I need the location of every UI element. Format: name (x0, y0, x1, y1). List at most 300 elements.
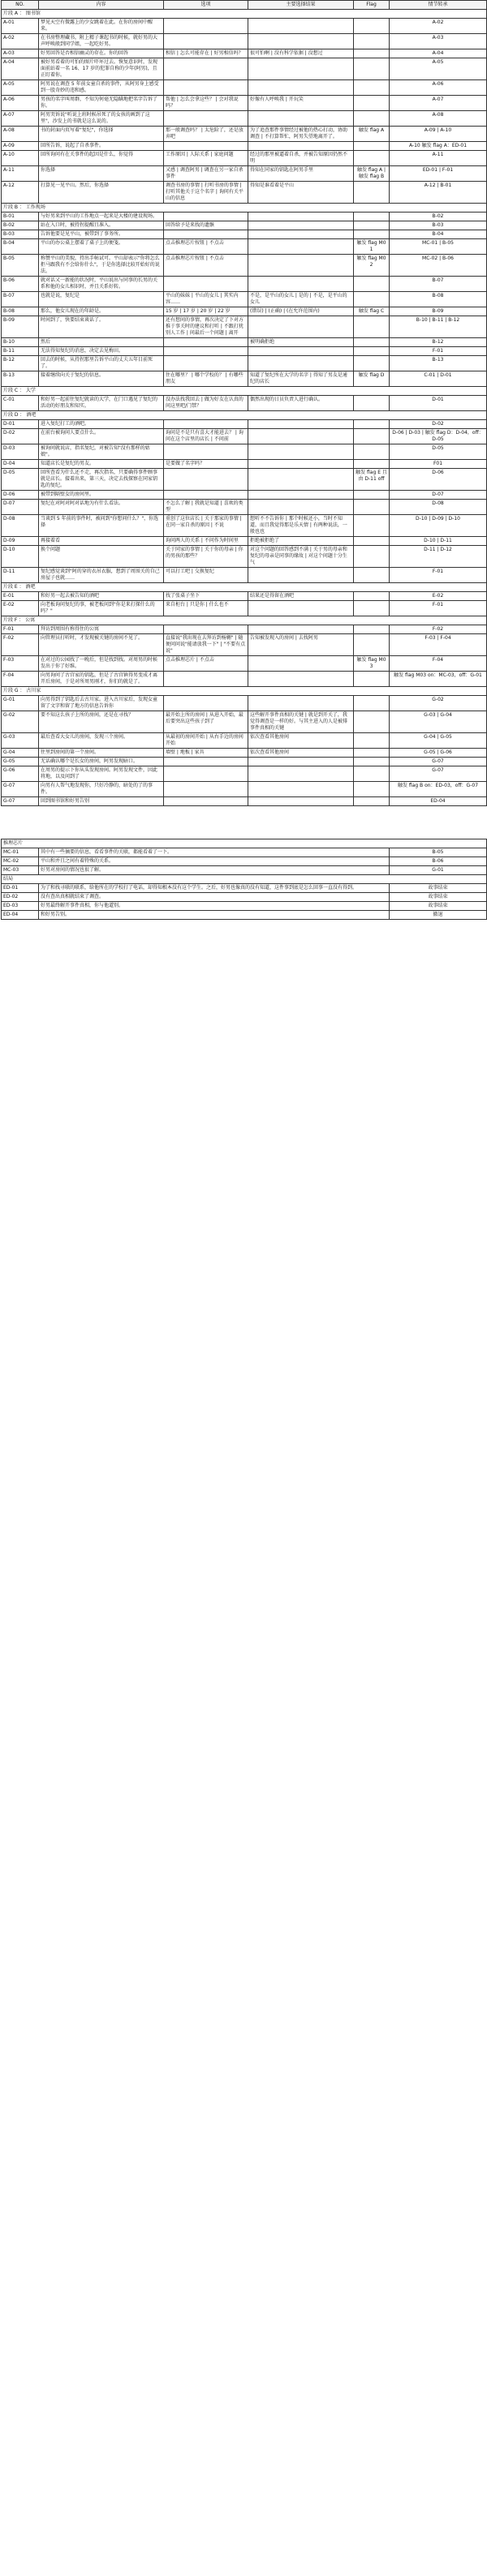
row-content: 被好男看着的可怕的图片吓坏过去。恢复意识时，发现面前站着一名 16、17 岁的犯罪自称的少年(阿男)，且正盯着你。 (39, 58, 164, 80)
table-row (2, 711, 487, 733)
row-options (164, 277, 248, 292)
table-row (2, 500, 487, 515)
row-no: A-08 (2, 127, 39, 142)
row-flag: 触发 flag M03 (354, 656, 390, 672)
row-result (248, 277, 354, 292)
row-result (248, 230, 354, 239)
table-row (2, 307, 487, 316)
row-content: 回所询问有在关事件的起因是什么，你觉得 (39, 151, 164, 166)
row-transition: D-06 (390, 469, 487, 491)
row-result (248, 672, 354, 687)
row-options (164, 142, 248, 151)
row-content: 在周男的提示下你从头发现房间。阿男发现文件，因此将地，以及问到了 (39, 766, 164, 782)
row-no: G-06 (2, 766, 39, 782)
table-row (2, 347, 487, 356)
section-header-row (2, 204, 487, 213)
row-options: 关于同家的事情 | 关于你的母亲 | 你的男孩的那些？ (164, 546, 248, 568)
row-flag: 触发 flag M01 (354, 239, 390, 255)
table-row (2, 255, 487, 277)
header-result: 主要选择结果 (248, 1, 354, 10)
section-header-row (2, 839, 487, 848)
row-result (248, 491, 354, 500)
row-content: 好男最终解开事件真相，你与他道别。 (39, 902, 390, 911)
row-result (248, 239, 354, 255)
row-options (164, 58, 248, 80)
table-row (2, 277, 487, 292)
row-options: 相信 | 怎么可能存在 | 好男相信吗？ (164, 49, 248, 58)
section-title: 片段 F ： 公寓 (2, 616, 487, 625)
table-row (2, 96, 487, 111)
table-row (2, 19, 487, 34)
row-content: 回到图书馆和好男告别 (39, 797, 164, 806)
row-transition: G-04 | G-05 (390, 733, 487, 749)
table-row (2, 151, 487, 166)
row-options (164, 420, 248, 429)
row-no: E-02 (2, 601, 39, 616)
table-row (2, 230, 487, 239)
row-content: 无法得知复纪的消息，决定去见梅田。 (39, 347, 164, 356)
plot-branch-table (1, 0, 487, 806)
row-flag (354, 537, 390, 546)
table-row (2, 142, 487, 151)
row-no: E-01 (2, 592, 39, 601)
row-content: 没有查出真相就结束了调查。 (39, 893, 390, 902)
row-content: 往里到房间的第一个房间。 (39, 749, 164, 758)
row-options: 点击推理芯片 | 不点击 (164, 656, 248, 672)
section-header-row (2, 411, 487, 420)
row-result: 想听不不告诉你 | 那个时候还小，当时不知道，而且我觉得那是乐天情 | 有两种说法，一般也也 (248, 515, 354, 537)
row-options: 点击推理芯片按钮 | 不点击 (164, 239, 248, 255)
row-content: 其中有一些摘要的信息，看看事件的关联，都能看着了一下。 (39, 848, 390, 857)
row-no: B-12 (2, 356, 39, 371)
row-result (248, 568, 354, 583)
row-content: 梦见天空有微露上的少女跳着在此。在你的房间中醒来。 (39, 19, 164, 34)
row-flag (354, 749, 390, 758)
table-row (2, 213, 487, 221)
row-no: D-03 (2, 444, 39, 460)
table-row (2, 797, 487, 806)
table-row (2, 34, 487, 49)
row-options (164, 625, 248, 634)
row-content: 回所查看为什么还不走，再次指名，只要确得事件顾事就是店长。接着出来，第三天，决定去找探察在同家钥匙的复纪。 (39, 469, 164, 491)
row-content: 向男有人帮气地发现你，只好冷静的，暗处的了的事件。 (39, 782, 164, 797)
table-row (2, 884, 487, 893)
row-flag (354, 316, 390, 338)
row-flag (354, 766, 390, 782)
row-content: 和好男告别。 (39, 911, 390, 920)
row-transition: A-05 (390, 58, 487, 80)
row-flag (354, 80, 390, 96)
row-flag (354, 546, 390, 568)
row-result: 对这个问题的回答感到不满 | 关于男的母亲和复纪的母亲是同事的缘故 | 对这个问题十分生气 (248, 546, 354, 568)
row-no: A-06 (2, 96, 39, 111)
row-result (248, 356, 354, 371)
row-result: 得知在同家的钥匙在阿男手里 (248, 166, 354, 182)
row-options: 平山的妹妹 | 平山的女儿 | 其实内容…… (164, 292, 248, 307)
table-row (2, 221, 487, 230)
row-content: 与好男来到平山的工作地点一起来是大楼的建设现场。 (39, 213, 164, 221)
header-options: 选项 (164, 1, 248, 10)
row-transition: D-10 | D-09 | D-10 (390, 515, 487, 537)
row-content: 回去的时候，从持拐那里告诉平山的丈夫五年目前死了。 (39, 356, 164, 371)
table-row (2, 546, 487, 568)
row-content: 平山的办公桌上摆着了桌子上的便笺。 (39, 239, 164, 255)
row-ending-type: 故事结束 (390, 902, 487, 911)
row-flag (354, 182, 390, 204)
row-options: 还有想问的事情，再次决定了下对方推于事关时的建议和打听 | 不跟打扰别人工作 | 问最后一个问题 | 离开 (164, 316, 248, 338)
row-transition: A-03 (390, 34, 487, 49)
row-result (248, 429, 354, 444)
row-result: 告知被发现入的房间 | 去找阿男 (248, 634, 354, 656)
table-row (2, 515, 487, 537)
section-header-row (2, 387, 487, 396)
row-no: ED-02 (2, 893, 39, 902)
row-transition: A-11 (390, 151, 487, 166)
row-transition: A-08 (390, 111, 487, 127)
row-content: 那么，他女儿现在的年龄是。 (39, 307, 164, 316)
row-transition: 触发 flag M03 on：MC-03，off：G-01 (390, 672, 487, 687)
row-options: 是要做了名字吗？ (164, 460, 248, 469)
row-result: 很可怕啊 | 没有科学依据 | 没想过 (248, 49, 354, 58)
row-no: B-03 (2, 230, 39, 239)
row-content: 你选择 (39, 166, 164, 182)
row-transition: D-08 (390, 500, 487, 515)
row-content: 告诉他要是见平山，被带到了事务所。 (39, 230, 164, 239)
row-no: G-01 (2, 696, 39, 711)
row-no: ED-01 (2, 884, 39, 893)
table-row (2, 396, 487, 411)
header-content: 内容 (39, 1, 164, 10)
row-transition: ED-01 | F-01 (390, 166, 487, 182)
table-row (2, 672, 487, 687)
row-content: 然后 (39, 338, 164, 347)
row-transition: F-01 (390, 601, 487, 616)
row-result (248, 316, 354, 338)
header-flag: Flag (354, 1, 390, 10)
row-content: 拜访到周围有称得住的公寓 (39, 625, 164, 634)
row-flag (354, 34, 390, 49)
row-options (164, 213, 248, 221)
row-no: B-09 (2, 316, 39, 338)
row-transition: G-07 (390, 758, 487, 766)
row-transition: B-09 (390, 307, 487, 316)
row-ending-type: 故事结束 (390, 893, 487, 902)
row-result: 偶然出现的日员负责人进行确认。 (248, 396, 354, 411)
row-transition: B-04 (390, 230, 487, 239)
table-row (2, 166, 487, 182)
row-content: 也就是说，复纪是 (39, 292, 164, 307)
table-row (2, 766, 487, 782)
row-result: 不是，是平山的女儿 | 是的 | 不是，是平山的女儿 (248, 292, 354, 307)
table-row (2, 902, 487, 911)
row-options: 又感 | 调查阿男 | 调查在另一家自杀事件 (164, 166, 248, 182)
section-title: 结局 (2, 875, 487, 884)
table-row (2, 371, 487, 387)
table-row (2, 848, 487, 857)
row-no: D-04 (2, 460, 39, 469)
row-content: 接着继续向关于复纪的信息。 (39, 371, 164, 387)
row-flag (354, 221, 390, 230)
table-row (2, 356, 487, 371)
row-flag (354, 292, 390, 307)
row-no: D-06 (2, 491, 39, 500)
row-result (248, 782, 354, 797)
row-transition: A-10 触发 flag A：ED-01 (390, 142, 487, 151)
row-flag (354, 797, 390, 806)
row-flag (354, 491, 390, 500)
row-flag (354, 672, 390, 687)
row-options: 来自柜台 | 只是你 | 什么也不 (164, 601, 248, 616)
row-options: 直接说"我出现在去拜访到杨翱" | 随便问问说"能请放我一下" | "不要有点说" (164, 634, 248, 656)
table-row (2, 749, 487, 758)
row-result (248, 469, 354, 491)
row-flag (354, 277, 390, 292)
row-no: F-01 (2, 625, 39, 634)
row-options: 没办法找我回去 | 做为好友在认真的问这里吧/门禁？ (164, 396, 248, 411)
table-row (2, 429, 487, 444)
table-row (2, 80, 487, 96)
row-transition: A-06 (390, 80, 487, 96)
row-no: G-04 (2, 749, 39, 758)
section-header-row (2, 687, 487, 696)
row-no: G-07 (2, 782, 39, 797)
header-transition: 情节转承 (390, 1, 487, 10)
row-options: 找了张桌子坐下 (164, 592, 248, 601)
row-result (248, 58, 354, 80)
row-content: 站在入口时，被持拐提醒且准入。 (39, 221, 164, 230)
row-transition: B-05 (390, 848, 487, 857)
row-result (248, 696, 354, 711)
row-options: 点击推理芯片按钮 | 不点击 (164, 255, 248, 277)
row-result (248, 601, 354, 616)
row-no: ED-04 (2, 911, 39, 920)
row-options (164, 34, 248, 49)
row-no: ED-03 (2, 902, 39, 911)
table-row (2, 625, 487, 634)
row-transition: MC-02 | B-06 (390, 255, 487, 277)
row-options (164, 758, 248, 766)
row-options: 墙壁 | 地板 | 家具 (164, 749, 248, 758)
row-options (164, 338, 248, 347)
section-title: 片段 E ： 酒吧 (2, 583, 487, 592)
document (1, 0, 486, 920)
table-row (2, 911, 487, 920)
row-no: D-05 (2, 469, 39, 491)
row-content: 书的封面内页写着"复纪"，你选择 (39, 127, 164, 142)
table-row (2, 758, 487, 766)
row-transition: B-12 (390, 338, 487, 347)
header-no: NO. (2, 1, 39, 10)
row-flag (354, 19, 390, 34)
row-transition: F-01 (390, 347, 487, 356)
row-no: G-03 (2, 733, 39, 749)
row-no: D-11 (2, 568, 39, 583)
section-title: 片段 C ： 大学 (2, 387, 487, 396)
row-ending-type: 撤退 (390, 911, 487, 920)
row-content: 和好男一起去被告知的酒吧 (39, 592, 164, 601)
row-transition: G-07 (390, 766, 487, 782)
row-no: G-02 (2, 711, 39, 733)
row-flag (354, 429, 390, 444)
row-no: A-10 (2, 151, 39, 166)
row-flag: 触发 flag E 且由 D-11 off (354, 469, 390, 491)
row-no: G-05 (2, 758, 39, 766)
row-result: 这些解开事件真相的关键 | 就是到开关了，我觉得调查是一样的好。与其主进入的人是被排事件真相的关键 (248, 711, 354, 733)
row-no: A-02 (2, 34, 39, 49)
row-no: B-04 (2, 239, 39, 255)
table-row (2, 893, 487, 902)
row-ending-type: 故事结束 (390, 884, 487, 893)
row-flag: 触发 flag A | 触发 flag B (354, 166, 390, 182)
footer-table (1, 839, 487, 920)
row-options (164, 347, 248, 356)
row-transition: F-03 | F-04 (390, 634, 487, 656)
row-transition: B-02 (390, 213, 487, 221)
row-options (164, 672, 248, 687)
table-row (2, 49, 487, 58)
section-title: 片段 D ： 酒吧 (2, 411, 487, 420)
row-content: 好男对房间的情况也很了解。 (39, 866, 390, 875)
row-transition: B-10 | B-11 | B-12 (390, 316, 487, 338)
row-content: 被询问就说店，指名复纪，对被告知"没有那样的姑娘"。 (39, 444, 164, 460)
row-result (248, 625, 354, 634)
row-content: 好男回答是否相信幽灵的存在。你的回答 (39, 49, 164, 58)
row-no: B-02 (2, 221, 39, 230)
row-flag: 触发 flag M02 (354, 255, 390, 277)
row-content: 知道店长是复纪的男友。 (39, 460, 164, 469)
row-flag (354, 58, 390, 80)
section-header-row (2, 10, 487, 19)
section-header-row (2, 583, 487, 592)
row-options: 那一般调查吗？ | 太危险了，还是放弃吧 (164, 127, 248, 142)
row-transition: D-11 | D-12 (390, 546, 487, 568)
row-options: 最开始上所的房间 | 从进入开始，最后要突出这些孩子到了 (164, 711, 248, 733)
row-result (248, 500, 354, 515)
row-transition: A-02 (390, 19, 487, 34)
row-transition: A-09 | A-10 (390, 127, 487, 142)
row-transition: F-04 (390, 656, 487, 672)
row-no: A-03 (2, 49, 39, 58)
row-content: 阿男哭诉说"听说上班时候吊死了的女孩的画到了这里"，沙发上的书就是这么说的。 (39, 111, 164, 127)
section-header-row (2, 616, 487, 625)
row-flag (354, 356, 390, 371)
row-content: 当谈到 5 年前的事件时，被问到"你想问什么？"，你选择 (39, 515, 164, 537)
row-content: 时间到了，快要结束谈话了。 (39, 316, 164, 338)
row-flag: 触发 flag A (354, 127, 390, 142)
table-row (2, 634, 487, 656)
row-no: MC-01 (2, 848, 39, 857)
row-no: F-03 (2, 656, 39, 672)
row-transition: B-06 (390, 857, 487, 866)
row-result (248, 766, 354, 782)
row-no: D-01 (2, 420, 39, 429)
row-result (248, 80, 354, 96)
row-flag (354, 230, 390, 239)
row-result: 依次查看其他房间 (248, 733, 354, 749)
row-no: A-01 (2, 19, 39, 34)
row-options (164, 80, 248, 96)
row-content: 向男得到了钥匙后去古川家。进入古川家后，发现女童留了文字和留了地方的信息告诉你 (39, 696, 164, 711)
row-options: 15 岁 | 17 岁 | 20 岁 | 22 岁 (164, 307, 248, 316)
row-result (248, 111, 354, 127)
row-result: 结果还是得留在酒吧 (248, 592, 354, 601)
table-row (2, 420, 487, 429)
row-flag (354, 515, 390, 537)
table-row (2, 127, 487, 142)
row-flag (354, 111, 390, 127)
table-row (2, 338, 487, 347)
row-result: (错误) | (正确) | (在允许范围内) (248, 307, 354, 316)
row-flag (354, 142, 390, 151)
row-content: 阿男说在调查 5 年前女童自杀的事件，从阿男身上感受到一股奇妙的违和感。 (39, 80, 164, 96)
row-result (248, 213, 354, 221)
table-row (2, 656, 487, 672)
row-transition: A-04 (390, 49, 487, 58)
row-result (248, 758, 354, 766)
row-flag (354, 396, 390, 411)
row-options (164, 444, 248, 460)
table-row (2, 316, 487, 338)
row-transition: D-10 | D-11 (390, 537, 487, 546)
row-result (248, 34, 354, 49)
row-transition: F01 (390, 460, 487, 469)
row-flag (354, 213, 390, 221)
row-no: A-12 (2, 182, 39, 204)
row-no: D-08 (2, 515, 39, 537)
row-no: B-01 (2, 213, 39, 221)
row-content: 向老板询问复纪的事，被老板问到"你是来打探什么的吗？" (39, 601, 164, 616)
table-row (2, 239, 487, 255)
row-transition: A-12 | B-01 (390, 182, 487, 204)
row-result (248, 255, 354, 277)
row-content: 就对话又一新能的状况时，平山说出与同事的长男的关系和他的女儿相识时，并且关系好转。 (39, 277, 164, 292)
table-row (2, 292, 487, 307)
row-transition: B-13 (390, 356, 487, 371)
row-content: 被带到隔壁女的房间里。 (39, 491, 164, 500)
row-no: D-02 (2, 429, 39, 444)
row-content: 称赞平山的美貌，持出手帖试可。平山却表示"你将怎么拒马跟我有不会给你什么"，于是你选择比较开始好的说法。 (39, 255, 164, 277)
row-flag (354, 96, 390, 111)
row-content: 复纪感觉谈到"阿的穿的衣吊衣服，想到了周围关的自己房屋子也就…… (39, 568, 164, 583)
section-title: 推理芯片 (2, 839, 487, 848)
row-options: 住在哪里？ | 哪个学校的？ | 有哪些朋友 (164, 371, 248, 387)
row-flag (354, 500, 390, 515)
section-header-row (2, 875, 487, 884)
table-row (2, 111, 487, 127)
row-options (164, 469, 248, 491)
row-flag (354, 568, 390, 583)
row-options (164, 491, 248, 500)
table-header-row (2, 1, 487, 10)
row-flag (354, 49, 390, 58)
row-result (248, 444, 354, 460)
row-options (164, 782, 248, 797)
row-content: 在前台被询问人要点什么。 (39, 429, 164, 444)
row-transition: F-02 (390, 625, 487, 634)
row-options: 不怎么了解 | 我就是知道 | 喜欢的类型 (164, 500, 248, 515)
row-options (164, 19, 248, 34)
table-row (2, 866, 487, 875)
row-options (164, 797, 248, 806)
table-row (2, 469, 487, 491)
table-row (2, 782, 487, 797)
row-result (248, 460, 354, 469)
table-row (2, 491, 487, 500)
table-row (2, 857, 487, 866)
row-no: A-11 (2, 166, 39, 182)
row-flag (354, 711, 390, 733)
row-options: 重创了这位店长 | 关于那家的事情 | 在同一家自杀的原因 | 不说 (164, 515, 248, 537)
